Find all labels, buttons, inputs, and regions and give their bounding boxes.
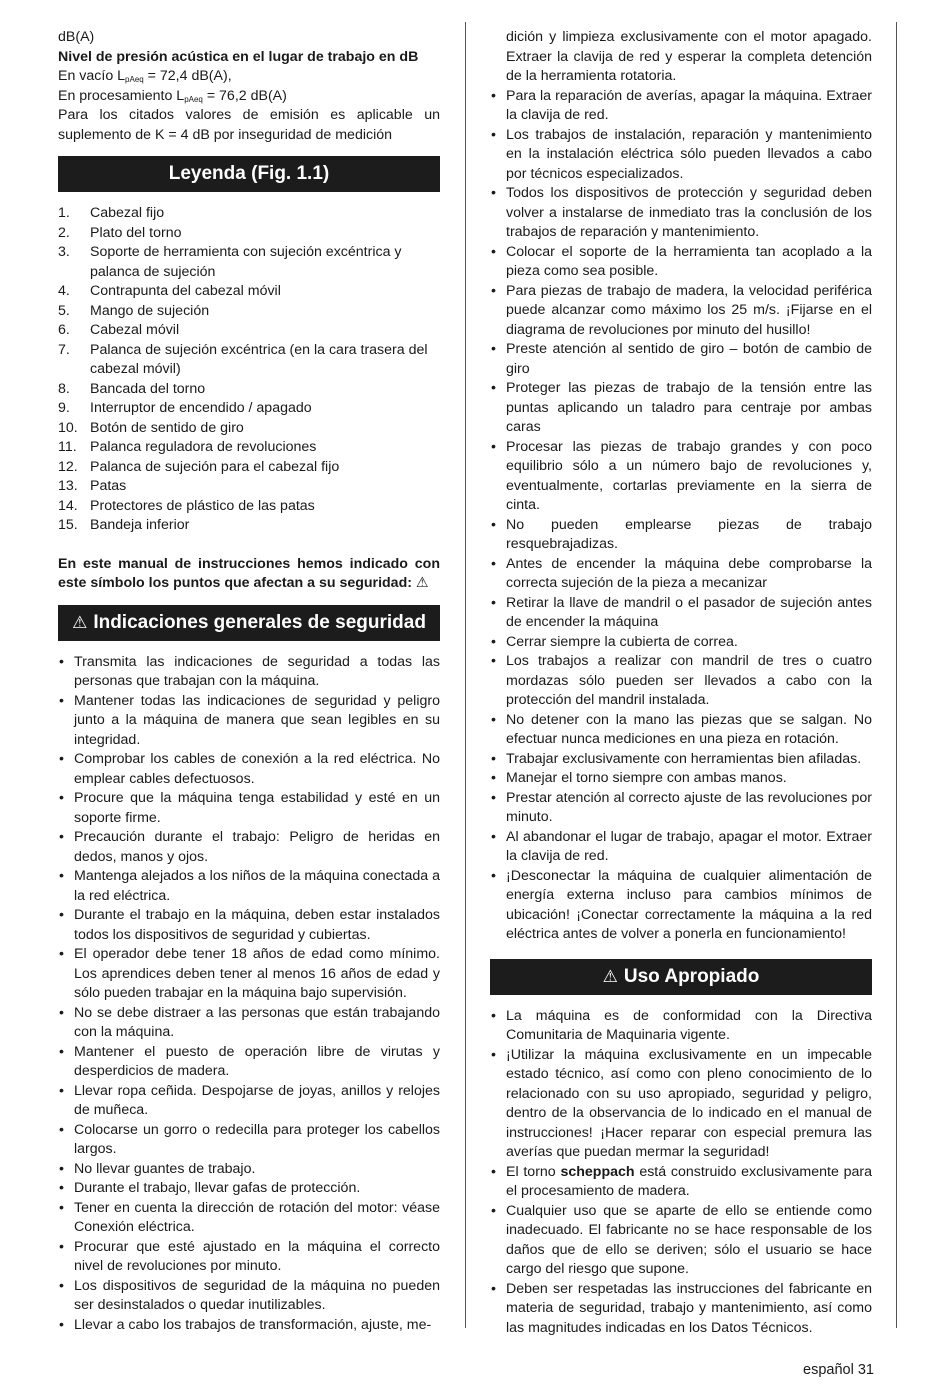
list-item-continuation: dición y limpieza exclusivamente con el motor apagado. Extraer la clavija de red y esperar la completa detención de la herramienta rotatoria. (506, 29, 872, 84)
list-item: • Procurar que esté ajustado en la máquina el correcto nivel de revoluciones por minuto. (58, 1238, 440, 1277)
list-item: • Transmita las indicaciones de seguridad a todas las personas que trabajan con la máquina. (58, 653, 440, 692)
list-item: • No llevar guantes de trabajo. (58, 1160, 440, 1180)
general-safety-heading: ⚠ Indicaciones generales de seguridad (58, 605, 440, 641)
right-column (490, 28, 872, 1338)
list-item: • Deben ser respetadas las instrucciones del fabricante en materia de seguridad, trabajo y mantenimiento, así como las magnitudes indicadas en los Datos Técnicos. (490, 1280, 872, 1339)
list-item: • Procesar las piezas de trabajo grandes y con poco equilibrio sólo a un número bajo de revoluciones y, eventualmente, cortarlas previamente en la sierra de cinta. (490, 438, 872, 516)
right-margin-rule (896, 22, 897, 1328)
list-item: • Retirar la llave de mandril o el pasador de sujeción antes de encender la máquina (490, 594, 872, 633)
list-item: • Los trabajos a realizar con mandril de tres o cuatro mordazas sólo pueden ser llevados a cabo con la protección del mandril instalada. (490, 652, 872, 711)
noise-work: En procesamiento $L_{pAeq} = 76,2$ dB(A) (58, 87, 287, 104)
list-item: • Mantenga alejados a los niños de la máquina conectada a la red eléctrica. (58, 867, 440, 906)
list-item: • Durante el trabajo en la máquina, deben estar instalados todos los dispositivos de seguridad y cubiertas. (58, 906, 440, 945)
list-item: • Todos los dispositivos de protección y seguridad deben volver a instalarse de inmediato tras la conclusión de los trabajos de reparación y mantenimiento. (490, 184, 872, 243)
list-item: 8. Bancada del torno (58, 380, 206, 397)
list-item: • El operador debe tener 18 años de edad como mínimo. Los aprendices deben tener al menos 16 años de edad y sólo pueden trabajar en la máquina bajo supervisión. (58, 945, 440, 1004)
proper-use-heading: ⚠ Uso Apropiado (490, 959, 872, 995)
list-item: 9. Interruptor de encendido / apagado (58, 400, 312, 416)
list-item: • No pueden emplearse piezas de trabajo resquebrajadizas. (490, 516, 872, 555)
list-item: • Mantener el puesto de operación libre de virutas y desperdicios de madera. (58, 1043, 440, 1082)
list-item: • La máquina es de conformidad con la Directiva Comunitaria de Maquinaria vigente. (490, 1007, 872, 1046)
list-item: • Proteger las piezas de trabajo de la tensión entre las puntas aplicando un taladro para centraje por ambas caras (490, 379, 872, 438)
list-item: • Manejar el torno siempre con ambas manos. (490, 769, 872, 789)
list-item: • Los trabajos de instalación, reparación y mantenimiento en la instalación eléctrica sólo pueden llevados a cabo por técnicos especializados. (490, 126, 872, 185)
list-item: • No se debe distraer a las personas que están trabajando con la máquina. (58, 1004, 440, 1043)
safety-symbol-note: En este manual de instrucciones hemos indicado con este símbolo los puntos que afectan a su seguridad: ⚠ (58, 555, 440, 591)
list-item: • Trabajar exclusivamente con herramientas bien afiladas. (490, 750, 872, 770)
warning-icon: ⚠ (72, 612, 88, 632)
list-item: • Antes de encender la máquina debe comprobarse la correcta sujeción de la pieza a mecanizar (490, 555, 872, 594)
page-number: español 31 (803, 1362, 874, 1378)
list-item: 1. Cabezal fijo (58, 205, 165, 221)
list-item: • Colocar el soporte de la herramienta tan acoplado a la pieza como sea posible. (490, 243, 872, 282)
list-item: • El torno scheppach está construido exclusivamente para el procesamiento de madera. (490, 1163, 872, 1202)
list-item: 12. Palanca de sujeción para el cabezal fijo (58, 458, 340, 475)
list-item: • Llevar ropa ceñida. Despojarse de joyas, anillos y relojes de muñeca. (58, 1082, 440, 1121)
general-safety-list (58, 653, 440, 1336)
list-item: 5. Mango de sujeción (58, 302, 210, 319)
list-item: • Los dispositivos de seguridad de la máquina no pueden ser desinstalados o quedar inutilizables. (58, 1277, 440, 1316)
noise-note: Para los citados valores de emisión es aplicable un suplemento de K = 4 dB por inseguridad de medición (58, 107, 440, 143)
list-item: • Precaución durante el trabajo: Peligro de heridas en dedos, manos y ojos. (58, 828, 440, 867)
general-safety-list-continued (490, 87, 872, 945)
list-item: • Llevar a cabo los trabajos de transformación, ajuste, me- (58, 1316, 440, 1336)
list-item: • Para la reparación de averías, apagar la máquina. Extraer la clavija de red. (490, 87, 872, 126)
list-item: • No detener con la mano las piezas que se salgan. No efectuar nunca mediciones en una pieza en rotación. (490, 711, 872, 750)
proper-use-list (490, 1007, 872, 1339)
list-item: 13. Patas (58, 478, 127, 494)
warning-icon: ⚠ (602, 966, 618, 986)
list-item: • Cualquier uso que se aparte de ello se entiende como inadecuado. El fabricante no se hace responsable de los daños que de ello se deriven; sólo el usuario se hace cargo del riesgo que supone. (490, 1202, 872, 1280)
noise-heading: Nivel de presión acústica en el lugar de trabajo en dB (58, 48, 419, 65)
list-item: 7. Palanca de sujeción excéntrica (en la cara trasera del cabezal móvil) (58, 341, 428, 377)
list-item: • Durante el trabajo, llevar gafas de protección. (58, 1179, 440, 1199)
list-item: • Colocarse un gorro o redecilla para proteger los cabellos largos. (58, 1121, 440, 1160)
list-item: 6. Cabezal móvil (58, 322, 180, 338)
list-item: • Prestar atención al correcto ajuste de las revoluciones por minuto. (490, 789, 872, 828)
list-item: • Comprobar los cables de conexión a la red eléctrica. No emplear cables defectuosos. (58, 750, 440, 789)
list-item: 15. Bandeja inferior (58, 517, 190, 533)
noise-unit: dB(A) (58, 29, 95, 45)
list-item: • Tener en cuenta la dirección de rotación del motor: véase Conexión eléctrica. (58, 1199, 440, 1238)
legend-list (58, 204, 440, 536)
list-item: 10. Botón de sentido de giro (58, 419, 244, 436)
list-item: 2. Plato del torno (58, 224, 182, 241)
list-item: 11. Palanca reguladora de revoluciones (58, 439, 317, 455)
list-item: 4. Contrapunta del cabezal móvil (58, 283, 281, 299)
legend-heading: Leyenda (Fig. 1.1) (58, 156, 440, 192)
left-column (58, 28, 440, 1335)
list-item: • ¡Utilizar la máquina exclusivamente en un impecable estado técnico, así como con pleno conocimiento de lo relacionado con su uso apropiado, seguridad y peligro, dentro de la observancia de lo indicado en el manual de instrucciones! ¡Hacer reparar con especial premura las averías que puedan mermar la seguridad! (490, 1046, 872, 1163)
list-item: • Al abandonar el lugar de trabajo, apagar el motor. Extraer la clavija de red. (490, 828, 872, 867)
list-item: • Preste atención al sentido de giro – botón de cambio de giro (490, 340, 872, 379)
noise-idle: En vacío $L_{pAeq} = 72,4$ dB(A), (58, 68, 232, 84)
list-item: • ¡Desconectar la máquina de cualquier alimentación de energía externa incluso para cambios mínimos de ubicación! ¡Conectar correctamente la máquina a la red eléctrica antes de volver a ponerla en funcionamiento! (490, 867, 872, 945)
list-item: • Cerrar siempre la cubierta de correa. (490, 633, 872, 653)
list-item: 3. Soporte de herramienta con sujeción excéntrica y palanca de sujeción (58, 244, 402, 280)
list-item: • Procure que la máquina tenga estabilidad y esté en un soporte firme. (58, 789, 440, 828)
column-divider (465, 22, 466, 1328)
list-item: 14. Protectores de plástico de las patas (58, 497, 315, 514)
brand-name: scheppach (560, 1163, 635, 1180)
list-item: • Para piezas de trabajo de madera, la velocidad periférica puede alcanzar como máximo los 25 m/s. ¡Fijarse en el diagrama de revoluciones por minuto del husillo! (490, 282, 872, 341)
list-item: • Mantener todas las indicaciones de seguridad y peligro junto a la máquina de manera que sean legibles en su integridad. (58, 692, 440, 751)
